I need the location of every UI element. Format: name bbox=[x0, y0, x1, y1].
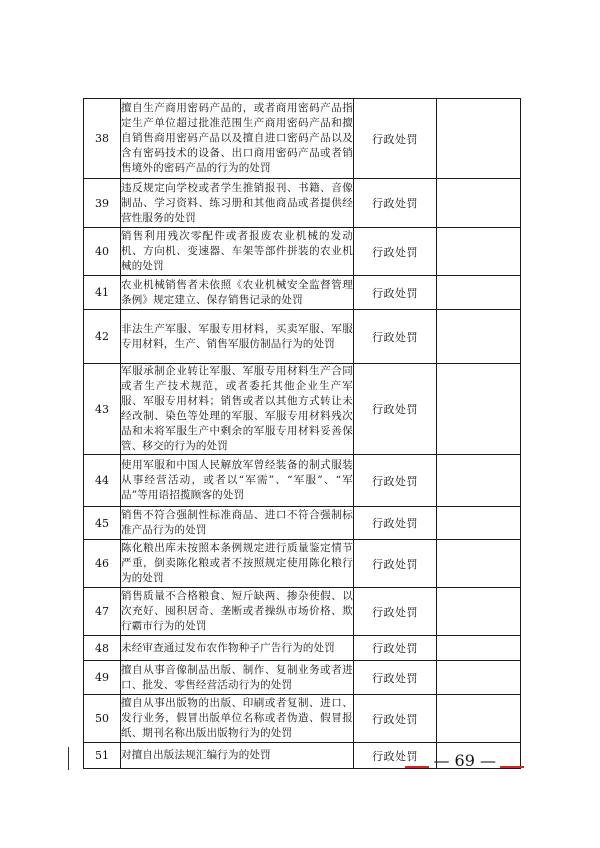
item-number: 42 bbox=[84, 310, 121, 364]
item-type: 行政处罚 bbox=[354, 695, 437, 743]
item-name: 销售质量不合格粮食、短斤缺两、掺杂使假、以次充好、囤积居奇、垄断或者操纵市场价格、欺行霸市行为的处罚 bbox=[121, 588, 354, 636]
item-type: 行政处罚 bbox=[354, 276, 437, 310]
item-blank-cell bbox=[437, 310, 521, 364]
item-number: 48 bbox=[84, 636, 121, 661]
page-footer bbox=[405, 748, 524, 772]
item-number: 45 bbox=[84, 507, 121, 540]
item-name: 销售利用残次零配件或者报废农业机械的发动机、方向机、变速器、车架等部件拼装的农业机械的处罚 bbox=[121, 228, 354, 276]
item-type: 行政处罚 bbox=[354, 588, 437, 636]
item-blank-cell bbox=[437, 507, 521, 540]
item-blank-cell bbox=[437, 455, 521, 507]
item-blank-cell bbox=[437, 636, 521, 661]
item-type: 行政处罚 bbox=[354, 364, 437, 455]
table-row bbox=[84, 507, 521, 540]
item-blank-cell bbox=[437, 661, 521, 695]
item-number: 47 bbox=[84, 588, 121, 636]
table-row bbox=[84, 310, 521, 364]
item-blank-cell bbox=[437, 695, 521, 743]
item-type: 行政处罚 bbox=[354, 743, 437, 769]
table-row bbox=[84, 661, 521, 695]
item-type: 行政处罚 bbox=[354, 179, 437, 228]
table-row bbox=[84, 228, 521, 276]
item-number: 46 bbox=[84, 540, 121, 588]
table-row bbox=[84, 364, 521, 455]
item-number: 43 bbox=[84, 364, 121, 455]
item-number: 49 bbox=[84, 661, 121, 695]
item-number: 40 bbox=[84, 228, 121, 276]
item-type: 行政处罚 bbox=[354, 540, 437, 588]
item-number: 51 bbox=[84, 743, 121, 769]
item-blank-cell bbox=[437, 276, 521, 310]
item-blank-cell bbox=[437, 540, 521, 588]
page-number: — 69 — bbox=[433, 750, 496, 770]
item-number: 50 bbox=[84, 695, 121, 743]
item-name: 擅自生产商用密码产品的，或者商用密码产品指定生产单位超过批准范围生产商用密码产品和擅自销售商用密码产品以及擅自进口密码产品以及含有密码技术的设备、出口商用密码产品或者销售境外的密码产品的行为的处罚 bbox=[121, 99, 354, 179]
item-name: 未经审查通过发布农作物种子广告行为的处罚 bbox=[121, 636, 354, 661]
item-number: 41 bbox=[84, 276, 121, 310]
item-number: 39 bbox=[84, 179, 121, 228]
table-row bbox=[84, 540, 521, 588]
item-name: 军服承制企业转让军服、军服专用材料生产合同或者生产技术规范，或者委托其他企业生产军服、军服专用材料；销售或者以其他方式转让未经改制、染色等处理的军服、军服专用材料残次品和未将军服生产中剩余的军服专用材料妥善保管、移交的行为的处罚 bbox=[121, 364, 354, 455]
item-type: 行政处罚 bbox=[354, 310, 437, 364]
table-row bbox=[84, 99, 521, 179]
table-row bbox=[84, 179, 521, 228]
binding-margin-line bbox=[68, 747, 69, 770]
footer-right-red-rule bbox=[500, 766, 524, 768]
item-type: 行政处罚 bbox=[354, 228, 437, 276]
table-body bbox=[84, 99, 521, 769]
item-blank-cell bbox=[437, 179, 521, 228]
item-type: 行政处罚 bbox=[354, 661, 437, 695]
item-name: 销售不符合强制性标准商品、进口不符合强制标准产品行为的处罚 bbox=[121, 507, 354, 540]
table-row bbox=[84, 455, 521, 507]
item-name: 对擅自出版法规汇编行为的处罚 bbox=[121, 743, 354, 769]
table-row bbox=[84, 588, 521, 636]
item-name: 使用军服和中国人民解放军曾经装备的制式服装从事经营活动，或者以“军需”、“军服”、“军品”等用语招揽顾客的处罚 bbox=[121, 455, 354, 507]
item-name: 农业机械销售者未依照《农业机械安全监督管理条例》规定建立、保存销售记录的处罚 bbox=[121, 276, 354, 310]
item-blank-cell bbox=[437, 588, 521, 636]
item-name: 擅自从事出版物的出版、印刷或者复制、进口、发行业务，假冒出版单位名称或者伪造、假冒报纸、期刊名称出版出版物行为的处罚 bbox=[121, 695, 354, 743]
item-number: 44 bbox=[84, 455, 121, 507]
item-type: 行政处罚 bbox=[354, 507, 437, 540]
penalty-items-table bbox=[83, 98, 521, 769]
footer-left-red-rule bbox=[405, 766, 429, 768]
item-blank-cell bbox=[437, 228, 521, 276]
item-number: 38 bbox=[84, 99, 121, 179]
item-name: 违反规定向学校或者学生推销报刊、书籍、音像制品、学习资料、练习册和其他商品或者提供经营性服务的处罚 bbox=[121, 179, 354, 228]
item-name: 非法生产军服、军服专用材料，买卖军服、军服专用材料，生产、销售军服仿制品行为的处罚 bbox=[121, 310, 354, 364]
item-name: 擅自从事音像制品出版、制作、复制业务或者进口、批发、零售经营活动行为的处罚 bbox=[121, 661, 354, 695]
item-type: 行政处罚 bbox=[354, 636, 437, 661]
table-row bbox=[84, 276, 521, 310]
table-row bbox=[84, 636, 521, 661]
item-type: 行政处罚 bbox=[354, 99, 437, 179]
item-blank-cell bbox=[437, 364, 521, 455]
table-row bbox=[84, 695, 521, 743]
item-blank-cell bbox=[437, 99, 521, 179]
item-name: 陈化粮出库未按照本条例规定进行质量鉴定情节严重，倒卖陈化粮或者不按照规定使用陈化粮行为的处罚 bbox=[121, 540, 354, 588]
item-type: 行政处罚 bbox=[354, 455, 437, 507]
